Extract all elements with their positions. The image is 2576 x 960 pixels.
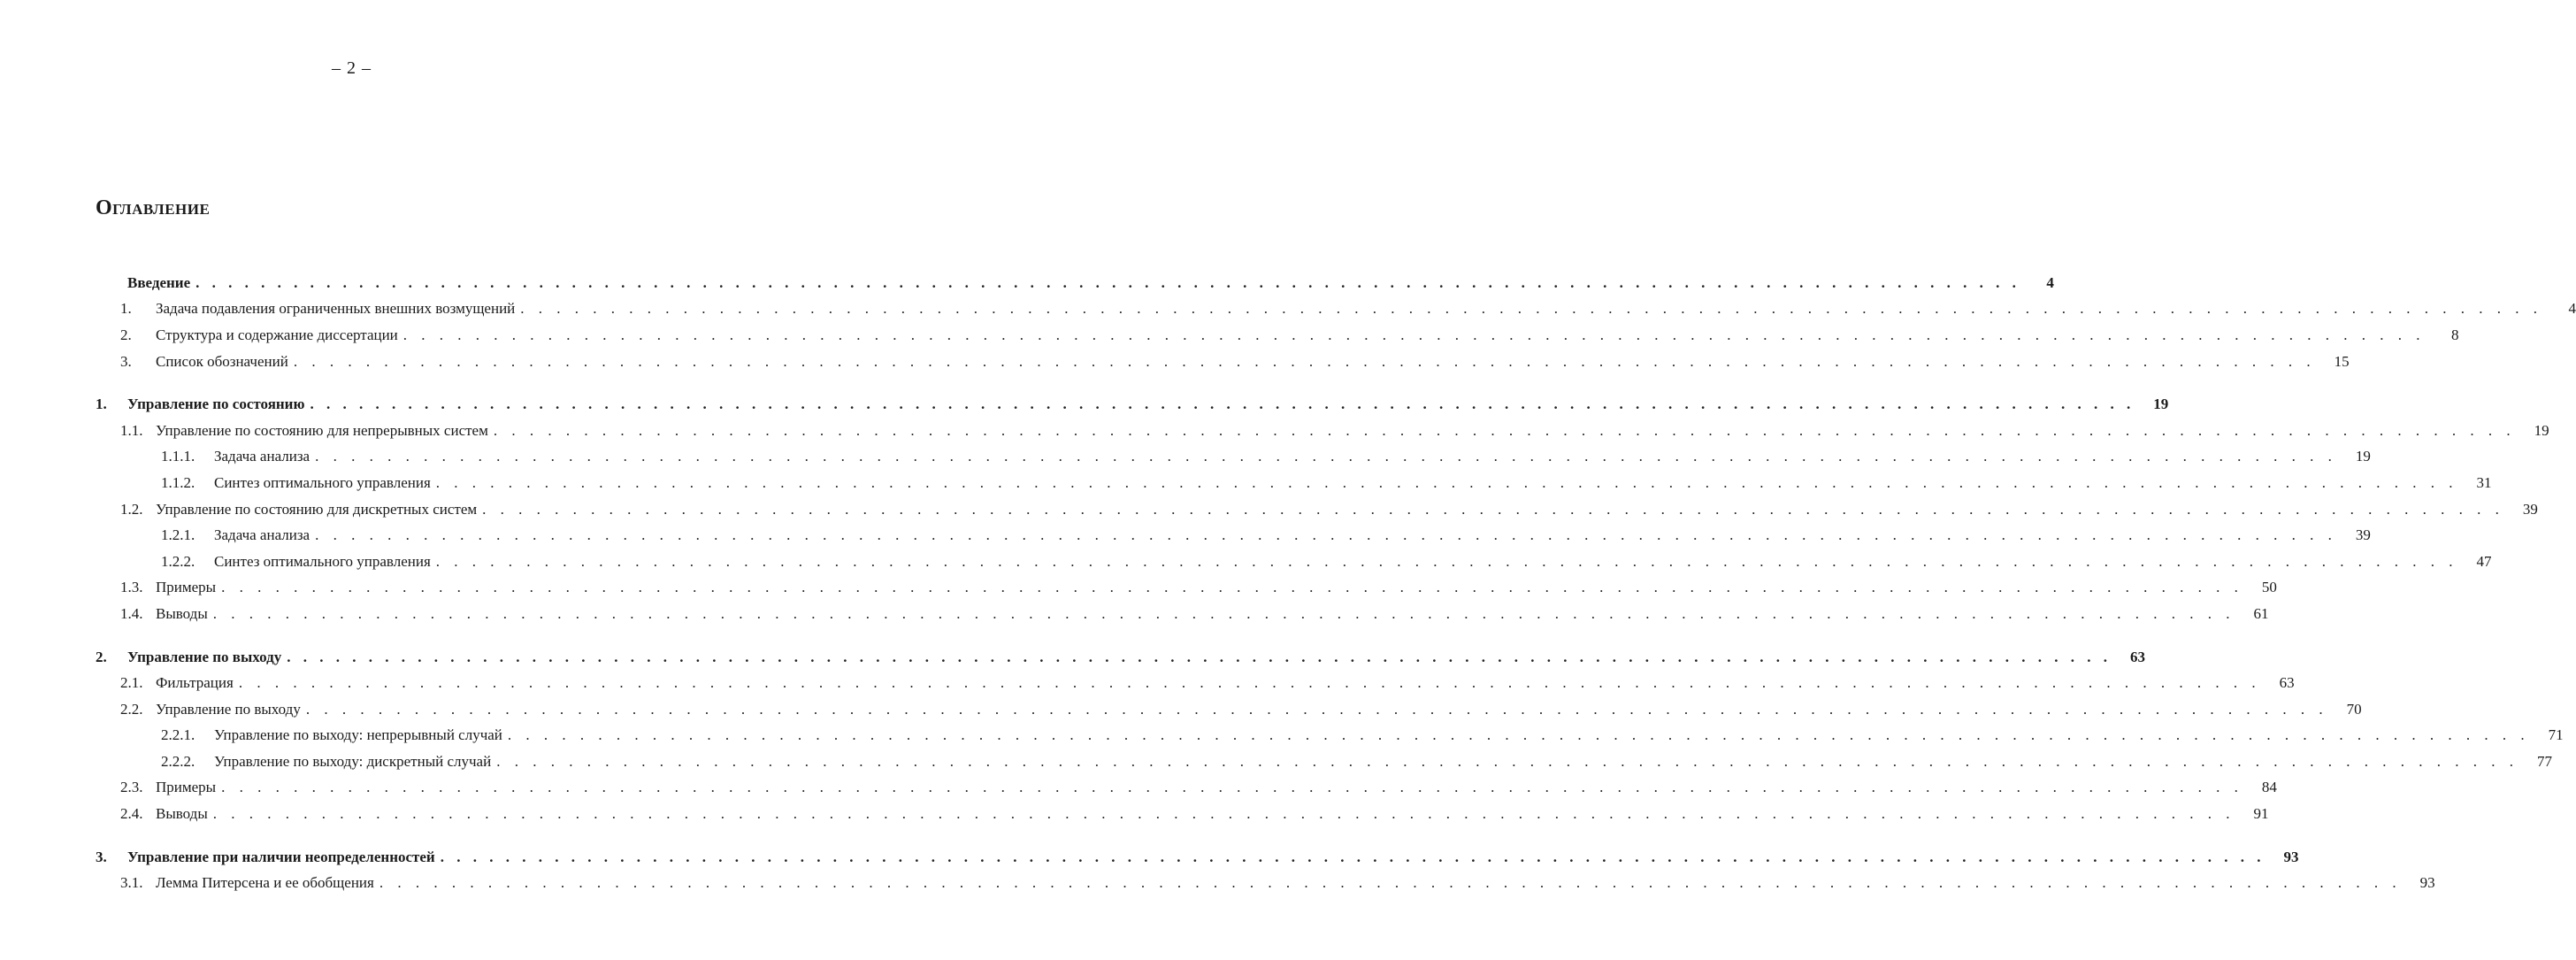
toc-chapter-entry[interactable] [96,270,2054,296]
toc-chapter-entry[interactable] [96,644,2145,671]
toc-section-entry[interactable] [96,349,2350,375]
toc-entry-page: 19 [2153,396,2169,413]
dot-leader: . . . . . . . . . . . . . . . . . . . . . . . . . . . . . . . . . . . . . . . . . . . . . . . . . . . . . . . . . . . . . . . . . . . . . . . . . . . . . . . . . . . . . . . . . . . . . . . . . . . . . . . . . . . . . . . . [315,448,2337,465]
toc-section-entry[interactable] [96,418,2549,444]
toc-entry-number: 2.2.1. [161,726,196,744]
toc-subsection-entry[interactable] [96,549,2492,575]
dot-leader: . . . . . . . . . . . . . . . . . . . . . . . . . . . . . . . . . . . . . . . . . . . . . . . . . . . . . . . . . . . . . . . . . . . . . . . . . . . . . . . . . . . . . . . . . . . . . . . . . . . . . . . . . . . . . . . . [212,805,2235,823]
dot-leader: . . . . . . . . . . . . . . . . . . . . . . . . . . . . . . . . . . . . . . . . . . . . . . . . . . . . . . . . . . . . . . . . . . . . . . . . . . . . . . . . . . . . . . . . . . . . . . . . . . . . . . . . . . . . . . . . [435,473,2458,491]
dot-leader: . . . . . . . . . . . . . . . . . . . . . . . . . . . . . . . . . . . . . . . . . . . . . . . . . . . . . . . . . . . . . . . . . . . . . . . . . . . . . . . . . . . . . . . . . . . . . . . . . . . . . . . . . . . . . . . . [293,352,2316,370]
toc-entry-title: Управление при наличии неопределенностей [127,848,435,865]
toc-entry-number: 3. [96,848,107,865]
toc-entry-title: Структура и содержание диссертации [156,326,398,343]
toc-entry-page: 4 [2046,273,2054,291]
toc-entry-number: 2.2.2. [161,752,196,770]
toc-subsection-entry[interactable] [96,444,2371,471]
toc-entry-page: 63 [2129,648,2145,665]
toc-entry-page: 4 [2568,300,2576,318]
toc-entry-page: 61 [2253,604,2269,622]
toc-entry-page: 93 [2283,848,2299,865]
toc-section-entry[interactable] [96,801,2269,827]
toc-section-entry[interactable] [96,775,2277,802]
dot-leader: . . . . . . . . . . . . . . . . . . . . . . . . . . . . . . . . . . . . . . . . . . . . . . . . . . . . . . . . . . . . . . . . . . . . . . . . . . . . . . . . . . . . . . . . . . . . . . . . . . . . . . . . . . . . . . . . [221,779,2243,796]
toc-entry-number: 1.3. [120,579,143,596]
toc-section-entry[interactable] [96,670,2295,696]
toc-entry-title: Синтез оптимального управления [214,552,431,570]
toc-section-entry[interactable] [96,322,2459,349]
toc-entry-number: 3. [120,352,132,370]
toc-entry-number: 2.1. [120,674,143,692]
toc-entry-page: 47 [2476,552,2492,570]
toc-entry-page: 93 [2419,874,2435,892]
toc-section-entry[interactable] [96,496,2538,523]
toc-entry-title: Список обозначений [156,352,288,370]
page-title: Оглавление [96,196,211,219]
dot-leader: . . . . . . . . . . . . . . . . . . . . . . . . . . . . . . . . . . . . . . . . . . . . . . . . . . . . . . . . . . . . . . . . . . . . . . . . . . . . . . . . . . . . . . . . . . . . . . . . . . . . . . . . . . . . . . . . [305,700,2328,718]
toc-entry-number: 1.2.2. [161,552,196,570]
dot-leader: . . . . . . . . . . . . . . . . . . . . . . . . . . . . . . . . . . . . . . . . . . . . . . . . . . . . . . . . . . . . . . . . . . . . . . . . . . . . . . . . . . . . . . . . . . . . . . . . . . . . . . . . . . . . . . . . [435,552,2458,570]
dot-leader: . . . . . . . . . . . . . . . . . . . . . . . . . . . . . . . . . . . . . . . . . . . . . . . . . . . . . . . . . . . . . . . . . . . . . . . . . . . . . . . . . . . . . . . . . . . . . . . . . . . . . . . . . . . . . . . . [315,526,2337,544]
toc-entry-title: Введение [127,273,191,291]
toc-chapter-entry[interactable] [96,844,2299,871]
toc-entry-title: Управление по выходу [156,700,301,718]
dot-leader: . . . . . . . . . . . . . . . . . . . . . . . . . . . . . . . . . . . . . . . . . . . . . . . . . . . . . . . . . . . . . . . . . . . . . . . . . . . . . . . . . . . . . . . . . . . . . . . . . . . . . . . . . . . . . . . . [238,674,2261,692]
dot-leader: . . . . . . . . . . . . . . . . . . . . . . . . . . . . . . . . . . . . . . . . . . . . . . . . . . . . . . . . . . . . . . . . . . . . . . . . . . . . . . . . . . . . . . . . . . . . . . . . . . . . . . . . . . . . . . . . [310,396,2135,413]
dot-leader: . . . . . . . . . . . . . . . . . . . . . . . . . . . . . . . . . . . . . . . . . . . . . . . . . . . . . . . . . . . . . . . . . . . . . . . . . . . . . . . . . . . . . . . . . . . . . . . . . . . . . . . . . . . . . . . . [507,726,2530,744]
toc-entry-title: Фильтрация [156,674,234,692]
toc-entry-page: 19 [2534,421,2549,439]
toc-section-entry[interactable] [96,296,2576,323]
toc-entry-title: Выводы [156,604,208,622]
toc-entry-page: 84 [2261,779,2277,796]
dot-leader: . . . . . . . . . . . . . . . . . . . . . . . . . . . . . . . . . . . . . . . . . . . . . . . . . . . . . . . . . . . . . . . . . . . . . . . . . . . . . . . . . . . . . . . . . . . . . . . . . . . . . . . . . . . . . . . . [402,326,2426,343]
toc-subsection-entry[interactable] [96,723,2564,749]
toc-entry-page: 39 [2355,526,2371,544]
toc-entry-number: 3.1. [120,874,143,892]
toc-entry-number: 1.2. [120,500,143,518]
toc-entry-title: Примеры [156,779,217,796]
toc-entry-title: Управление по состоянию [127,396,305,413]
toc-entry-number: 1.2.1. [161,526,196,544]
toc-entry-page: 15 [2334,352,2350,370]
dot-leader: . . . . . . . . . . . . . . . . . . . . . . . . . . . . . . . . . . . . . . . . . . . . . . . . . . . . . . . . . . . . . . . . . . . . . . . . . . . . . . . . . . . . . . . . . . . . . . . . . . . . . . . . . . . . . . . . [520,300,2543,318]
toc-entry-title: Лемма Питерсена и ее обобщения [156,874,374,892]
toc-chapter-entry[interactable] [96,391,2169,418]
toc-entry-number: 2. [96,648,107,665]
dot-leader: . . . . . . . . . . . . . . . . . . . . . . . . . . . . . . . . . . . . . . . . . . . . . . . . . . . . . . . . . . . . . . . . . . . . . . . . . . . . . . . . . . . . . . . . . . . . . . . . . . . . . . . . . . . . . . . . [212,604,2235,622]
toc-subsection-entry[interactable] [96,522,2371,549]
dot-leader: . . . . . . . . . . . . . . . . . . . . . . . . . . . . . . . . . . . . . . . . . . . . . . . . . . . . . . . . . . . . . . . . . . . . . . . . . . . . . . . . . . . . . . . . . . . . . . . . . . . . . . . . . . . . . . . . [287,648,2112,665]
toc-entry-page: 63 [2279,674,2295,692]
toc-subsection-entry[interactable] [96,749,2552,775]
toc-section-entry[interactable] [96,870,2435,896]
dot-leader: . . . . . . . . . . . . . . . . . . . . . . . . . . . . . . . . . . . . . . . . . . . . . . . . . . . . . . . . . . . . . . . . . . . . . . . . . . . . . . . . . . . . . . . . . . . . . . . . . . . . . . . . . . . . . . . . [440,848,2266,865]
toc-entry-title: Задача подавления ограниченных внешних возмущений [156,300,516,318]
toc-entry-page: 91 [2253,805,2269,823]
toc-entry-page: 50 [2261,579,2277,596]
toc-section-entry[interactable] [96,575,2277,602]
toc-entry-title: Синтез оптимального управления [214,473,431,491]
toc-entry-number: 2. [120,326,132,343]
dot-leader: . . . . . . . . . . . . . . . . . . . . . . . . . . . . . . . . . . . . . . . . . . . . . . . . . . . . . . . . . . . . . . . . . . . . . . . . . . . . . . . . . . . . . . . . . . . . . . . . . . . . . . . . . . . . . . . . [221,579,2243,596]
toc-entry-title: Задача анализа [214,526,310,544]
table-of-contents [96,270,2576,896]
toc-entry-number: 1.1.1. [161,448,196,465]
dot-leader: . . . . . . . . . . . . . . . . . . . . . . . . . . . . . . . . . . . . . . . . . . . . . . . . . . . . . . . . . . . . . . . . . . . . . . . . . . . . . . . . . . . . . . . . . . . . . . . . . . . . . . . . . . . . . . . . [196,273,2020,291]
toc-entry-page: 8 [2451,326,2459,343]
dot-leader: . . . . . . . . . . . . . . . . . . . . . . . . . . . . . . . . . . . . . . . . . . . . . . . . . . . . . . . . . . . . . . . . . . . . . . . . . . . . . . . . . . . . . . . . . . . . . . . . . . . . . . . . . . . . . . . . [493,421,2516,439]
toc-entry-page: 19 [2355,448,2371,465]
toc-entry-number: 1.1. [120,421,143,439]
toc-entry-number: 2.2. [120,700,143,718]
toc-entry-page: 70 [2346,700,2362,718]
toc-entry-title: Выводы [156,805,208,823]
toc-entry-title: Управление по выходу: дискретный случай [214,752,492,770]
toc-section-entry[interactable] [96,601,2269,627]
toc-entry-title: Примеры [156,579,217,596]
toc-entry-number: 1.1.2. [161,473,196,491]
toc-entry-number: 2.3. [120,779,143,796]
toc-entry-number: 1. [96,396,107,413]
toc-entry-title: Задача анализа [214,448,310,465]
dot-leader: . . . . . . . . . . . . . . . . . . . . . . . . . . . . . . . . . . . . . . . . . . . . . . . . . . . . . . . . . . . . . . . . . . . . . . . . . . . . . . . . . . . . . . . . . . . . . . . . . . . . . . . . . . . . . . . . [482,500,2504,518]
toc-entry-number: 1.4. [120,604,143,622]
toc-entry-title: Управление по состоянию для дискретных систем [156,500,478,518]
toc-subsection-entry[interactable] [96,470,2492,496]
toc-entry-number: 1. [120,300,132,318]
toc-entry-title: Управление по состоянию для непрерывных систем [156,421,488,439]
toc-entry-page: 77 [2536,752,2552,770]
dot-leader: . . . . . . . . . . . . . . . . . . . . . . . . . . . . . . . . . . . . . . . . . . . . . . . . . . . . . . . . . . . . . . . . . . . . . . . . . . . . . . . . . . . . . . . . . . . . . . . . . . . . . . . . . . . . . . . . [496,752,2518,770]
toc-entry-page: 31 [2476,473,2492,491]
toc-entry-number: 2.4. [120,805,143,823]
toc-entry-title: Управление по выходу: непрерывный случай [214,726,502,744]
dot-leader: . . . . . . . . . . . . . . . . . . . . . . . . . . . . . . . . . . . . . . . . . . . . . . . . . . . . . . . . . . . . . . . . . . . . . . . . . . . . . . . . . . . . . . . . . . . . . . . . . . . . . . . . . . . . . . . . [379,874,2402,892]
toc-entry-title: Управление по выходу [127,648,282,665]
toc-section-entry[interactable] [96,696,2362,723]
toc-entry-page: 71 [2548,726,2564,744]
toc-entry-page: 39 [2522,500,2538,518]
page-number: – 2 – [332,58,372,78]
